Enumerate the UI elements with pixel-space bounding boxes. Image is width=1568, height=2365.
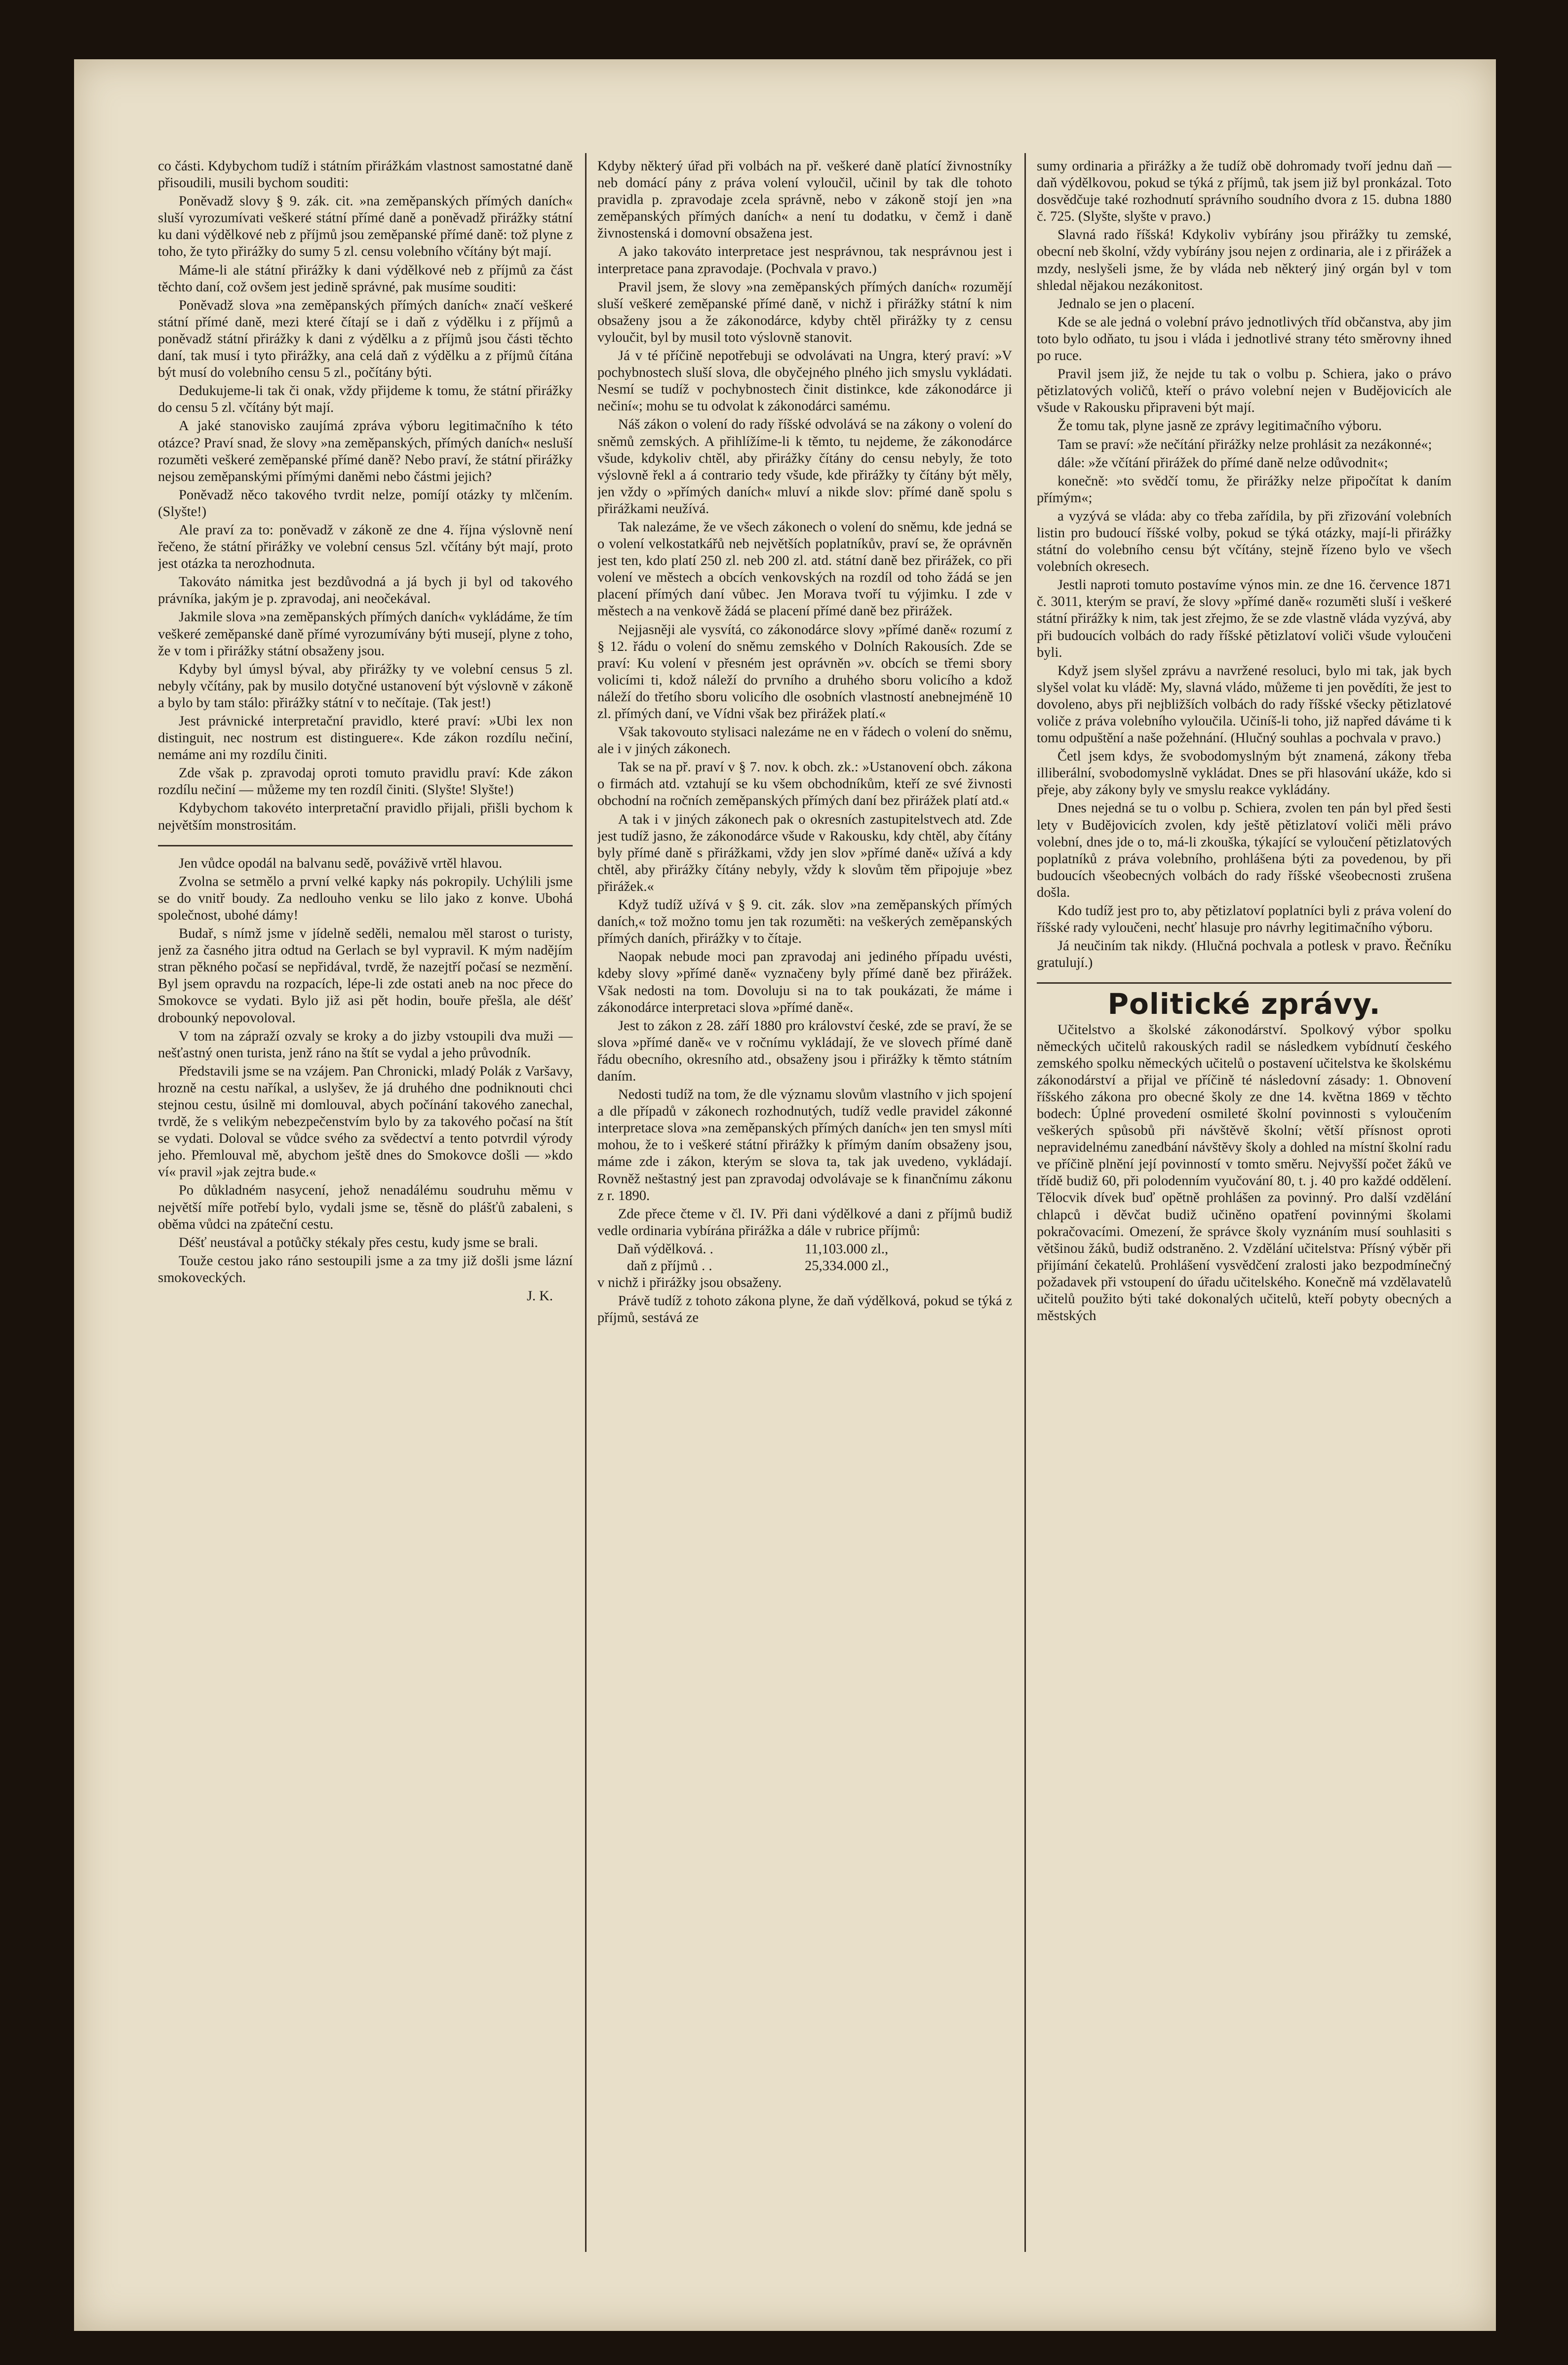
table-cell-label: Daň výdělková. . bbox=[617, 1241, 713, 1257]
paragraph: Naopak nebude moci pan zpravodaj ani jediného případu uvésti, kdeby slovy »přímé daně« vyznačeny byly přímé daně bez přirážek. Však nedosti na tom. Dovoluju si na to tak poukázati, že máme i zákonodárce interpretaci slova »přímé daně«. bbox=[597, 949, 1012, 1015]
column-divider bbox=[1024, 153, 1026, 2252]
paragraph: V tom na zápraží ozvaly se kroky a do jizby vstoupili dva muži — nešťastný onen turista, jenž ráno na štít se vydal a jeho průvodník. bbox=[158, 1028, 573, 1061]
paragraph: Po důkladném nasycení, jehož nenadálému soudruhu měmu v největší míře potřebí bylo, vydali jsme se, těsně do plášťů zabaleni, s oběma vůdci na zpáteční cestu. bbox=[158, 1183, 573, 1232]
paragraph: dále: »že včítání přirážek do přímé daně nelze odůvodnit«; bbox=[1058, 455, 1388, 471]
paragraph: Déšť neustával a potůčky stékaly přes cestu, kudy jsme se brali. bbox=[179, 1235, 538, 1250]
column-3 bbox=[1037, 158, 1451, 1326]
paragraph: Jest to zákon z 28. září 1880 pro království české, zde se praví, že se slova »přímé daně« ve v ročnímu vykládají, že ve slovech přímé daně řádu obecního, okresního atd., obsaženy jsou i přirážky k těmto státním daním. bbox=[597, 1018, 1012, 1084]
column-1-story bbox=[158, 855, 573, 1305]
paragraph: Jen vůdce opodál na balvanu sedě, pováživě vrtěl hlavou. bbox=[179, 855, 503, 871]
paragraph: Zde přece čteme v čl. IV. Při dani výdělkové a dani z příjmů budiž vedle ordinaria vybírána přirážka a dále v rubrice příjmů: bbox=[597, 1206, 1012, 1239]
paragraph: Pravil jsem, že slovy »na zeměpanských přímých daních« rozumějí sluší veškeré zeměpanské přímé daně, v nichž i přirážky státní k nim obsaženy jsou a že zákonodárce, kdyby chtěl přirážky ty z censu vyloučit, byl by musil toto výslovně stanovit. bbox=[597, 279, 1012, 345]
paragraph: Slavná rado říšská! Kdykoliv vybírány jsou přirážky tu zemské, obecní neb školní, vždy vybírány jsou nejen z ordinaria, ale i z přirážek a mzdy, neslyšeli jsme, že by vláda neb některý jiný orgán byl v tom shledal nějakou nezákonitost. bbox=[1037, 227, 1451, 293]
section-divider bbox=[1037, 982, 1451, 984]
paragraph: Dedukujeme-li tak či onak, vždy přijdeme k tomu, že státní přirážky do censu 5 zl. včítány být mají. bbox=[158, 383, 573, 416]
budget-table bbox=[597, 1241, 1012, 1275]
paragraph: Nedosti tudíž na tom, že dle významu slovům vlastního v jich spojení a dle případů v zákonech rozhodnutých, tudíž vedle pravidel zákonné interpretace slova »na zeměpanských přímých daních« jen ten smysl míti mohou, že to i veškeré státní přirážky k přímým daním obsaženy jsou, máme zde i zákon, kterým se slova ta, tak jak uvedeno, vykládají. Rovněž neštastný jest pan zpravodaj odvolávaje se k finančnímu zákonu z r. 1890. bbox=[597, 1087, 1012, 1203]
paragraph: Kdyby některý úřad při volbách na př. veškeré daně platící živnostníky neb domácí pány z práva volení vyloučil, učinil by tak dle tohoto pravidla p. zpravodaje zcela správně, nebo v zákoně stojí jen »na zeměpanských přímých daních« a není tu dodatku, v čemž i daně živnostenská i domovní obsažena jest. bbox=[597, 159, 1012, 241]
paragraph: Tam se praví: »že nečítání přirážky nelze prohlásit za nezákonné«; bbox=[1058, 437, 1432, 452]
paragraph: Když tudíž užívá v § 9. cit. zák. slov »na zeměpanských přímých daních,« tož možno tomu jen tak rozuměti: na veškerých zeměpanských přímých daních, přirážky v to čítaje. bbox=[597, 897, 1012, 947]
table-cell-value: 25,334.000 zl., bbox=[805, 1258, 889, 1274]
table-cell-label: daň z příjmů . . bbox=[627, 1258, 712, 1274]
paragraph: Zvolna se setmělo a první velké kapky nás pokropily. Uchýlili jsme se do vnitř boudy. Za nedlouho venku se lilo jako z konve. Ubohá společnost, ubohé dámy! bbox=[158, 874, 573, 923]
paragraph: a vyzývá se vláda: aby co třeba zařídila, by při zřizování volebních listin pro budoucí říšské volby, pokud se týká otázky, mají-li přirážky státní do volebního censu být včítány, stejně řízeno bylo ve všech volebních okresech. bbox=[1037, 508, 1451, 575]
paragraph: Takováto námitka jest bezdůvodná a já bych ji byl od takového právníka, jakým je p. zpravodaj, ani neočekával. bbox=[158, 574, 573, 607]
paragraph: Touže cestou jako ráno sestoupili jsme a za tmy již došli jsme lázní smokoveckých. bbox=[158, 1253, 573, 1285]
paragraph: Kde se ale jedná o volební právo jednotlivých tříd občanstva, aby jim toto bylo odňato, tu jsou i vláda i jednotlivé strany této směrovny ihned po ruce. bbox=[1037, 314, 1451, 364]
paragraph: Poněvadž něco takového tvrdit nelze, pomíjí otázky ty mlčením. (Slyšte!) bbox=[158, 487, 573, 520]
paragraph: Že tomu tak, plyne jasně ze zprávy legitimačního výboru. bbox=[1058, 418, 1382, 434]
column-divider bbox=[585, 153, 587, 2252]
paragraph: Jest právnické interpretační pravidlo, které praví: »Ubi lex non distinguit, nec nostrum est distinguere«. Kde zákon rozdílu nečiní, nemáme ani my rozdílu činiti. bbox=[158, 714, 573, 763]
section-divider bbox=[158, 845, 573, 846]
paragraph: Já v té příčině nepotřebuji se odvolávati na Ungra, který praví: »V pochybnostech sluší slova, dle obyčejného plného jich smyslu vykládati. Nesmí se tudíž v pochybnostech činit distinkce, kde zákonodárce ji nečiní«; mohu se tu odvolat k zákonodárci samému. bbox=[597, 348, 1012, 414]
paragraph: Já neučiním tak nikdy. (Hlučná pochvala a potlesk v pravo. Řečníku gratulují.) bbox=[1037, 938, 1451, 971]
paragraph: Budař, s nímž jsme v jídelně seděli, nemalou měl starost o turisty, jenž za časného jitra odtud na Gerlach se byl vypravil. K mým nadějím stran pěkného počasí se nepřidával, tvrdě, že nazejtří počasí se nezmění. Byl jsem opravdu na rozpacích, lépe-li zde ostati aneb na noc přece do Smokovce se vydati. Bylo již asi pět hodin, bouře přešla, ale déšť drobounký nepovoloval. bbox=[158, 926, 573, 1026]
paragraph: Když jsem slyšel zprávu a navržené resoluci, bylo mi tak, jak bych slyšel volat ku vládě: My, slavná vládo, můžeme ti jen povědíti, že jest to dovoleno, abys při nejbližších volbách do rady říšské všecky pětizlatové voliče z práva volebního vyloučila. Učiníš-li toho, již napřed dáváme ti k tomu odpuštění a naše požehnání. (Hlučný souhlas a pochvala v pravo.) bbox=[1037, 663, 1451, 746]
paragraph: Poněvadž slovy § 9. zák. cit. »na zeměpanských přímých daních« sluší vyrozumívati veškeré státní přímé daně a poněvadž přirážky státní ku dani výdělkové neb z příjmů jsou zeměpanské přímé daně: tož plyne z toho, že tyto přirážky do sumy 5 zl. censu volebního včítány být mají. bbox=[158, 194, 573, 260]
table-cell-value: 11,103.000 zl., bbox=[805, 1241, 889, 1257]
paragraph: Učitelstvo a školské zákonodárství. Spolkový výbor spolku německých učitelů rakouských radil se následkem vybídnutí českého zemského spolku německých učitelů o postavení učitelstva ke školskému zákonodárství a přijal ve příčině té následovní zásady: 1. Obnovení říšského zákona pro obecné školy ze dne 14. května 1869 v těchto bodech: Úplné provedení osmileté školní povinnosti s vyloučením veškerých spůsobů při návštěvě školní; větší přísnost oproti nepravidelnému zanedbání návštěvy školy a dohled na místní školní radu ve příčině plnění její povinností v tomto směru. Nejvyšší počet žáků ve třídě budiž 60, při polodenním vyučování 80, t. j. 40 pro každé oddělení. Tělocvik dívek buď opětně prohlášen za povinný. Pro další vzdělání chlapců i děvčat budiž učiněno opatření povinnými školami pokračovacími. Omezení, že správce školy vyznáním musí souhlasiti s většinou žáků, budiž odstraněno. 2. Vzdělání učitelstva: Přísný výběr při přijímání čekatelů. Prohlášení vysvědčení zralosti jako bezpodmínečný požadavek při vstoupení do úřadu učitelského. Konečně má vzdělavatelů učitelů použito býti také dokonalých učitelů, kteří pobyty obecných a městských bbox=[1037, 1022, 1451, 1324]
table-row bbox=[617, 1241, 1012, 1258]
paragraph: A jaké stanovisko zaujímá zpráva výboru legitimačního k této otázce? Praví snad, že slovy »na zeměpanských, přímých daních« nesluší rozuměti veškeré zeměpanské přímé daně? Nebo praví, že státní přirážky nejsou zeměpanskými přímými daněmi nebo částmi jejich? bbox=[158, 418, 573, 484]
paragraph: Ale praví za to: poněvadž v zákoně ze dne 4. října výslovně není řečeno, že státní přirážky ve volební census 5zl. včítány být mají, proto jest otázka ta nerozhodnuta. bbox=[158, 522, 573, 572]
paragraph: Kdybychom takovéto interpretační pravidlo přijali, přišli bychom k největším monstrositám. bbox=[158, 801, 573, 833]
paragraph: Tak nalezáme, že ve všech zákonech o volení do sněmu, kde jedná se o volení velkostatkářů neb největších poplatníkův, praví se, že oprávněn jest ten, kdo platí 250 zl. neb 200 zl. atd. státní daně bez přirážek, co při volení ve městech a obcích venkovských na rozdíl od toho žádá se jen placení přímých daní vůbec. Jen Morava tvoří tu výjimku. I zde v městech a na venkově žádá se placení přímé daně bez přirážek. bbox=[597, 519, 1012, 619]
paragraph: Pravil jsem již, že nejde tu tak o volbu p. Schiera, jako o právo pětizlatových voličů, kteří o právo volební nejen v Budějovicích ale všude v Rakousku připraveni být mají. bbox=[1037, 366, 1451, 416]
section-heading: Politické zprávy. bbox=[1107, 987, 1381, 1021]
paragraph: Představili jsme se na vzájem. Pan Chronicki, mladý Polák z Varšavy, hrozně na cestu naříkal, a uslyšev, že já druhého dne podniknouti chci stejnou cestu, úsilně mi domlouval, abych počínání takového zanechal, tvrdě, že s velikým nebezpečenstvím bylo by za takového počasí na štít se vydati. Doloval se vůdce svého za svědectví a tento potvrdil výrody jeho. Přemlouval mě, abychom ještě dnes do Smokovce došli — »kdo ví« pravil »jak zejtra bude.« bbox=[158, 1063, 573, 1180]
paragraph: Náš zákon o volení do rady říšské odvolává se na zákony o volení do sněmů zemských. A přihlížíme-li k těmto, tu nejdeme, že zákonodárce všude, kdykoliv chtěl, aby přirážky čítány do censu nebyly, že toto výslovně řekl a á contrario tedy všude, kde přirážky ty čítány být měly, jen vždy o »přímých daních« mluví a nikde slov: přímé daně spolu s přirážkami neužívá. bbox=[597, 417, 1012, 517]
paragraph: co části. Kdybychom tudíž i státním přirážkám vlastnost samostatné daně přisoudili, musili bychom souditi: bbox=[158, 159, 573, 191]
paragraph: A jako takováto interpretace jest nesprávnou, tak nesprávnou jest i interpretace pana zpravodaje. (Pochvala v pravo.) bbox=[597, 244, 1012, 277]
paragraph: Nejjasněji ale vysvítá, co zákonodárce slovy »přímé daně« rozumí z § 12. řádu o volení do sněmu zemského v Dolních Rakousích. Zde se praví: Ku volení v přesném jest oprávněn »v. obcích se třemi sbory volicími ti, kdož náleží do prvního a druhého sboru volicího a kdož náleží do třetího sboru volicího dle osobních vlastností anebnejméně 10 zl. přímých daní, ve Vídni však bez přirážek platí.« bbox=[597, 622, 1012, 722]
newspaper-page bbox=[74, 59, 1496, 2331]
paragraph: Jednalo se jen o placení. bbox=[1058, 296, 1195, 312]
paragraph: Máme-li ale státní přirážky k dani výdělkové neb z příjmů za část těchto daní, což ovšem jest jedině správné, pak musíme souditi: bbox=[158, 262, 573, 295]
paragraph: Jestli naproti tomuto postavíme výnos min. ze dne 16. července 1871 č. 3011, kterým se praví, že slovy »přímé daně« rozuměti sluší i veškeré státní přirážky k nim, tak jest zřejmo, že se zde vlastně vláda vyzývá, aby při budoucích volbách do rady říšské pětizlatoví voliči všude vyloučeni byli. bbox=[1037, 577, 1451, 660]
paragraph: konečně: »to svědčí tomu, že přirážky nelze připočítat k daním přímým«; bbox=[1037, 473, 1451, 506]
author-signature: J. K. bbox=[526, 1288, 553, 1304]
paragraph: Jakmile slova »na zeměpanských přímých daních« vykládáme, že tím veškeré zeměpanské daně přímé vyrozumívány býti musejí, plyne z toho, že v tom i přirážky státní obsaženy jsou. bbox=[158, 609, 573, 659]
paragraph: Však takovouto stylisaci nalezáme ne en v řádech o volení do sněmu, ale i v jiných zákonech. bbox=[597, 724, 1012, 757]
paragraph: v nichž i přirážky jsou obsaženy. bbox=[597, 1275, 782, 1291]
paragraph: Četl jsem kdys, že svobodomyslným být znamená, zákony třeba illiberální, svobodomyslně vykládat. Dnes se při hlasování ukáže, kdo si přeje, aby zákony byly ve smyslu reakce vykládány. bbox=[1037, 749, 1451, 798]
paragraph: Kdyby byl úmysl býval, aby přirážky ty ve volební census 5 zl. nebyly včítány, pak by musilo dotyčné ustanovení být výslovně v zákoně a bylo by tam stálo: přirážky státní v to nečítaje. (Tak jest!) bbox=[158, 661, 573, 711]
table-row bbox=[617, 1258, 1012, 1275]
paragraph: Právě tudíž z tohoto zákona plyne, že daň výdělková, pokud se týká z příjmů, sestává ze bbox=[597, 1293, 1012, 1326]
column-2 bbox=[597, 158, 1012, 1328]
column-1-article bbox=[158, 158, 573, 834]
paragraph: Tak se na př. praví v § 7. nov. k obch. zk.: »Ustanovení obch. zákona o firmách atd. vztahují se ku všem obchodníkům, kteří ze své živnosti obchodní na ročních zeměpanských přímých daní bez přirážek platí atd.« bbox=[597, 760, 1012, 809]
paragraph: sumy ordinaria a přirážky a že tudíž obě dohromady tvoří jednu daň — daň výdělkovou, pokud se týká z příjmů, tak jsem již byl pronkázal. Toto dosvědčuje také rozhodnutí správního soudního dvora z 15. dubna 1880 č. 725. (Slyšte, slyšte v pravo.) bbox=[1037, 159, 1451, 225]
paragraph: Dnes nejedná se tu o volbu p. Schiera, zvolen ten pán byl před šesti lety v Budějovicích zvolen, kdy ještě pětizlatoví voliči měli právo volební, dnes jde o to, má-li zkouška, týkající se vyloučení pětizlatových poplatníků z práva volebního, prohlášena býti za povedenou, by při budoucích všeobecných volbách do rady říšské všeobecnosti zrušena došla. bbox=[1037, 801, 1451, 900]
paragraph: Kdo tudíž jest pro to, aby pětizlatoví poplatníci byli z práva volení do říšské rady vyloučeni, nechť hlasuje pro návrhy legitimačního výboru. bbox=[1037, 903, 1451, 936]
paragraph: Zde však p. zpravodaj oproti tomuto pravidlu praví: Kde zákon rozdílu nečiní — můžeme my ten rozdíl činiti. (Slyšte! Slyšte!) bbox=[158, 765, 573, 798]
paragraph: A tak i v jiných zákonech pak o okresních zastupitelstvech atd. Zde jest tudíž jasno, že zákonodárce všude v Rakousku, kdy chtěl, aby čítány byly přímé daně s přirážkami, vždy jen slov »přímé daně« užívá a kdy chtěl, aby přirážky čítány nebyly, vždy k slovům těm připojuje »bez přirážek.« bbox=[597, 811, 1012, 894]
paragraph: Poněvadž slova »na zeměpanských přímých daních« značí veškeré státní přímé daně, mezi které čítají se i daň z výdělku i z příjmů a poněvadž státní přirážky k dani z výdělku a z příjmů jsou části těchto daní, tak musí i tyto přirážky, ana celá daň z výdělku a z příjmů čítána být musí do volebního censu 5 zl., počítány býti. bbox=[158, 297, 573, 381]
column-1 bbox=[158, 158, 573, 1306]
